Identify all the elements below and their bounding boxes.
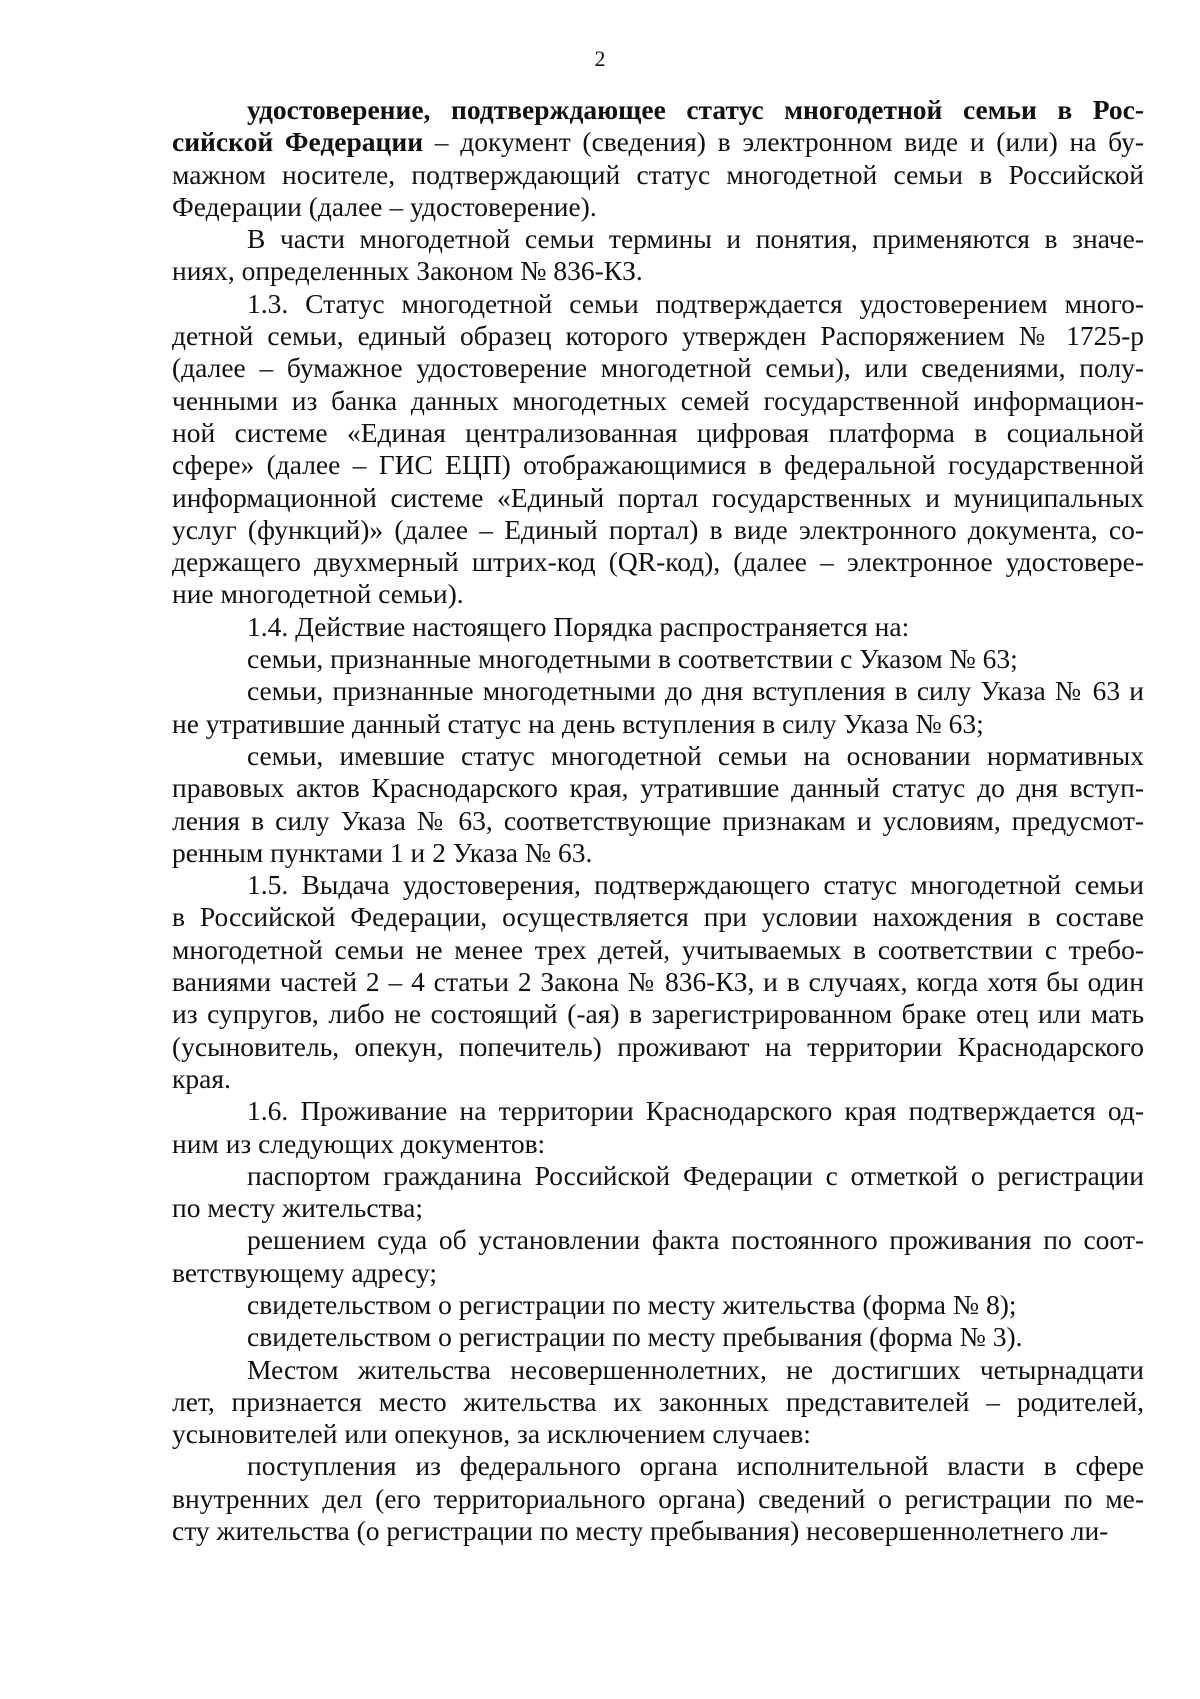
text-line: услуг (функций)» (далее – Единый портал) в виде электронного документа, со-: [172, 513, 1144, 545]
text-line: (усыновитель, опекун, попечитель) проживают на территории Краснодарского: [172, 1030, 1144, 1062]
text-line: 1.5. Выдача удостоверения, подтверждающего статус многодетной семьи: [247, 869, 1144, 901]
text-line: ним из следующих документов:: [172, 1127, 546, 1159]
text-line: усыновителей или опекунов, за исключением случаев:: [172, 1418, 811, 1450]
text-line: свидетельством о регистрации по месту пребывания (форма № 3).: [247, 1321, 1023, 1353]
text-line: в Российской Федерации, осуществляется при условии нахождения в составе: [172, 901, 1144, 933]
text-line: ниях, определенных Законом № 836-КЗ.: [172, 255, 643, 287]
paragraph: [172, 1095, 1144, 1160]
text-line: ваниями частей 2 – 4 статьи 2 Закона № 836-КЗ, и в случаях, когда хотя бы один: [172, 966, 1144, 998]
text-line: [172, 126, 1144, 158]
paragraph: [172, 1321, 1144, 1353]
text-line: ренным пунктами 1 и 2 Указа № 63.: [172, 836, 593, 868]
paragraph: [172, 675, 1144, 740]
text-line: лет, признается место жительства их законных представителей – родителей,: [172, 1385, 1144, 1417]
paragraph: [172, 1224, 1144, 1289]
paragraph: [172, 1450, 1144, 1547]
text-line: ние многодетной семьи).: [172, 578, 464, 610]
text-line: поступления из федерального органа исполнительной власти в сфере: [247, 1450, 1144, 1482]
paragraph: [172, 740, 1144, 869]
text-line: ченными из банка данных многодетных семей государственной информацион-: [172, 384, 1144, 416]
text-line: детной семьи, единый образец которого утвержден Распоряжением № 1725-р: [172, 320, 1144, 352]
text-line: информационной системе «Единый портал государственных и муниципальных: [172, 481, 1144, 513]
text-line: решением суда об установлении факта постоянного проживания по соот-: [247, 1224, 1144, 1256]
text-line: 1.4. Действие настоящего Порядка распространяется на:: [247, 610, 910, 642]
text-line: семьи, имевшие статус многодетной семьи на основании нормативных: [247, 739, 1144, 771]
text-line: (далее – бумажное удостоверение многодетной семьи), или сведениями, полу-: [172, 352, 1144, 384]
text-line: правовых актов Краснодарского края, утратившие данный статус до дня вступ-: [172, 772, 1144, 804]
text-line: мажном носителе, подтверждающий статус многодетной семьи в Российской: [172, 158, 1144, 190]
text-line: внутренних дел (его территориального органа) сведений о регистрации по ме-: [172, 1482, 1144, 1514]
paragraph: [172, 288, 1144, 611]
text-line: 1.3. Статус многодетной семьи подтверждается удостоверением много-: [247, 287, 1144, 319]
text-line: края.: [172, 1062, 231, 1094]
paragraph: [172, 643, 1144, 675]
term-bold: удостоверение, подтверждающее статус многодетной семьи в Рос-: [247, 94, 1144, 125]
text-line: не утратившие данный статус на день вступления в силу Указа № 63;: [172, 707, 984, 739]
text-line: Федерации (далее – удостоверение).: [172, 190, 597, 222]
text-line: свидетельством о регистрации по месту жительства (форма № 8);: [247, 1288, 1017, 1320]
paragraph: [172, 611, 1144, 643]
paragraph: [172, 1354, 1144, 1451]
paragraph: [172, 1289, 1144, 1321]
page-number: 2: [594, 46, 606, 71]
text-line: держащего двухмерный штрих-код (QR-код), (далее – электронное удостовере-: [172, 546, 1144, 578]
text-line: паспортом гражданина Российской Федерации с отметкой о регистрации: [247, 1159, 1144, 1191]
text-line: многодетной семьи не менее трех детей, учитываемых в соответствии с требо-: [172, 933, 1144, 965]
document-body: [172, 94, 1144, 1547]
text-line: В части многодетной семьи термины и понятия, применяются в значе-: [247, 223, 1144, 255]
paragraph: [172, 223, 1144, 288]
text-line: сту жительства (о регистрации по месту пребывания) несовершеннолетнего ли-: [172, 1515, 1109, 1547]
paragraph: [172, 1160, 1144, 1225]
term-definition: – документ (сведения) в электронном виде и (или) на бу-: [423, 126, 1144, 158]
paragraph: [172, 94, 1144, 223]
text-line: из супругов, либо не состоящий (-ая) в зарегистрированном браке отец или мать: [172, 998, 1144, 1030]
text-line: ления в силу Указа № 63, соответствующие признакам и условиям, предусмот-: [172, 804, 1144, 836]
text-line: сфере» (далее – ГИС ЕЦП) отображающимися в федеральной государственной: [172, 449, 1144, 481]
text-line: ветствующему адресу;: [172, 1256, 438, 1288]
text-line: ной системе «Единая централизованная цифровая платформа в социальной: [172, 416, 1144, 448]
text-line: [172, 94, 1144, 126]
text-line: семьи, признанные многодетными до дня вступления в силу Указа № 63 и: [247, 675, 1144, 707]
text-line: Местом жительства несовершеннолетних, не достигших четырнадцати: [247, 1353, 1144, 1385]
paragraph: [172, 869, 1144, 1095]
text-line: 1.6. Проживание на территории Краснодарского края подтверждается од-: [247, 1095, 1144, 1127]
text-line: по месту жительства;: [172, 1192, 424, 1224]
term-bold: сийской Федерации: [172, 126, 424, 158]
text-line: семьи, признанные многодетными в соответствии с Указом № 63;: [247, 643, 1018, 675]
